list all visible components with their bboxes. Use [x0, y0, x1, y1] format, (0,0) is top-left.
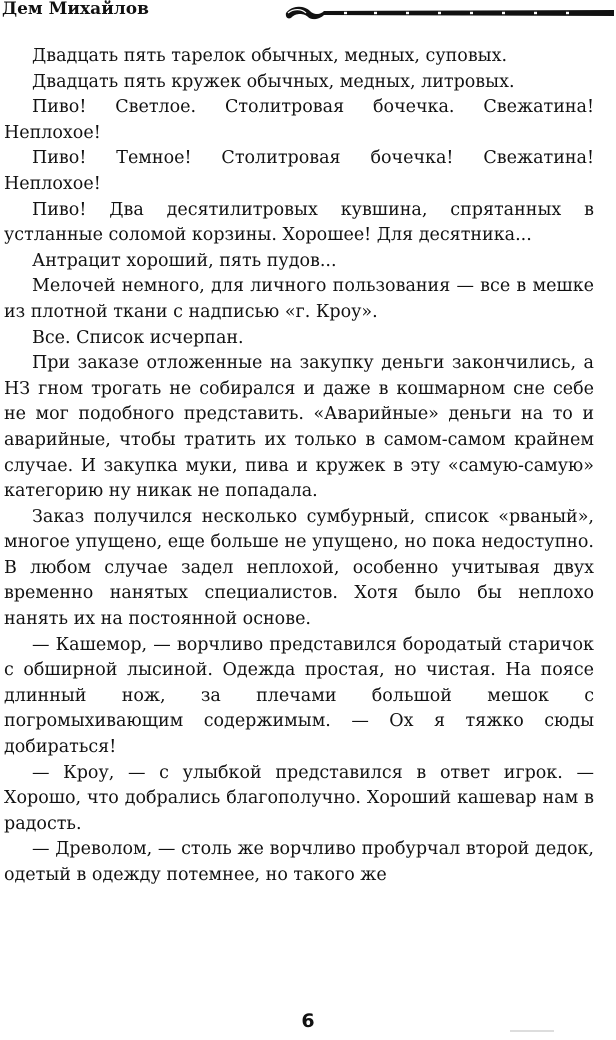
paragraph: Двадцать пять кружек обычных, медных, литровых.: [32, 71, 515, 92]
paragraph: — Древолом, — столь же ворчливо пробурчал второй дедок, одетый в одежду потемнее, но такого же: [4, 839, 594, 885]
paragraph: Мелочей немного, для личного пользования — все в мешке из плотной ткани с надписью «г. Кроу».: [4, 276, 594, 322]
paragraph: Все. Список исчерпан.: [32, 327, 244, 348]
header-ornament: [284, 2, 616, 24]
paragraph: Пиво! Темное! Столитровая бочечка! Свежатина! Неплохое!: [4, 148, 594, 194]
paragraph: Двадцать пять тарелок обычных, медных, суповых.: [32, 46, 508, 66]
running-head-author: Дем Михайлов: [2, 0, 149, 19]
paragraph: — Кашемор, — ворчливо представился бородатый старичок с обширной лысиной. Одежда простая, но чистая. На поясе длинный нож, за плечами большой мешок с погромыхивающим содержимым. — Ох я тяжко сюды добираться!: [4, 634, 594, 758]
paragraph: Пиво! Светлое. Столитровая бочечка. Свежатина! Неплохое!: [4, 97, 594, 143]
scan-corner-mark: [510, 1030, 554, 1032]
paragraph: При заказе отложенные на закупку деньги закончились, а НЗ гном трогать не собирался и даже в кошмарном сне себе не мог подобного представить. «Аварийные» деньги на то и аварийные, чтобы тратить их только в самом-самом крайнем случае. И закупка муки, пива и кружек в эту «самую-самую» категорию ну никак не попадала.: [4, 353, 594, 502]
paragraph: Антрацит хороший, пять пудов...: [32, 250, 337, 271]
page-header: [0, 0, 616, 30]
body-text: [4, 44, 594, 889]
paragraph: Заказ получился несколько сумбурный, список «рваный», многое упущено, еще больше не упущено, но пока недоступно. В любом случае задел неплохой, особенно учитывая двух временно нанятых специалистов. Хотя было бы неплохо нанять их на постоянной основе.: [4, 506, 594, 630]
paragraph: Пиво! Два десятилитровых кувшина, спрятанных в устланные соломой корзины. Хорошее! Для десятника...: [4, 199, 594, 246]
paragraph: — Кроу, — с улыбкой представился в ответ игрок. — Хорошо, что добрались благополучно. Хороший кашевар нам в радость.: [4, 762, 594, 834]
page-number: 6: [301, 1010, 315, 1032]
